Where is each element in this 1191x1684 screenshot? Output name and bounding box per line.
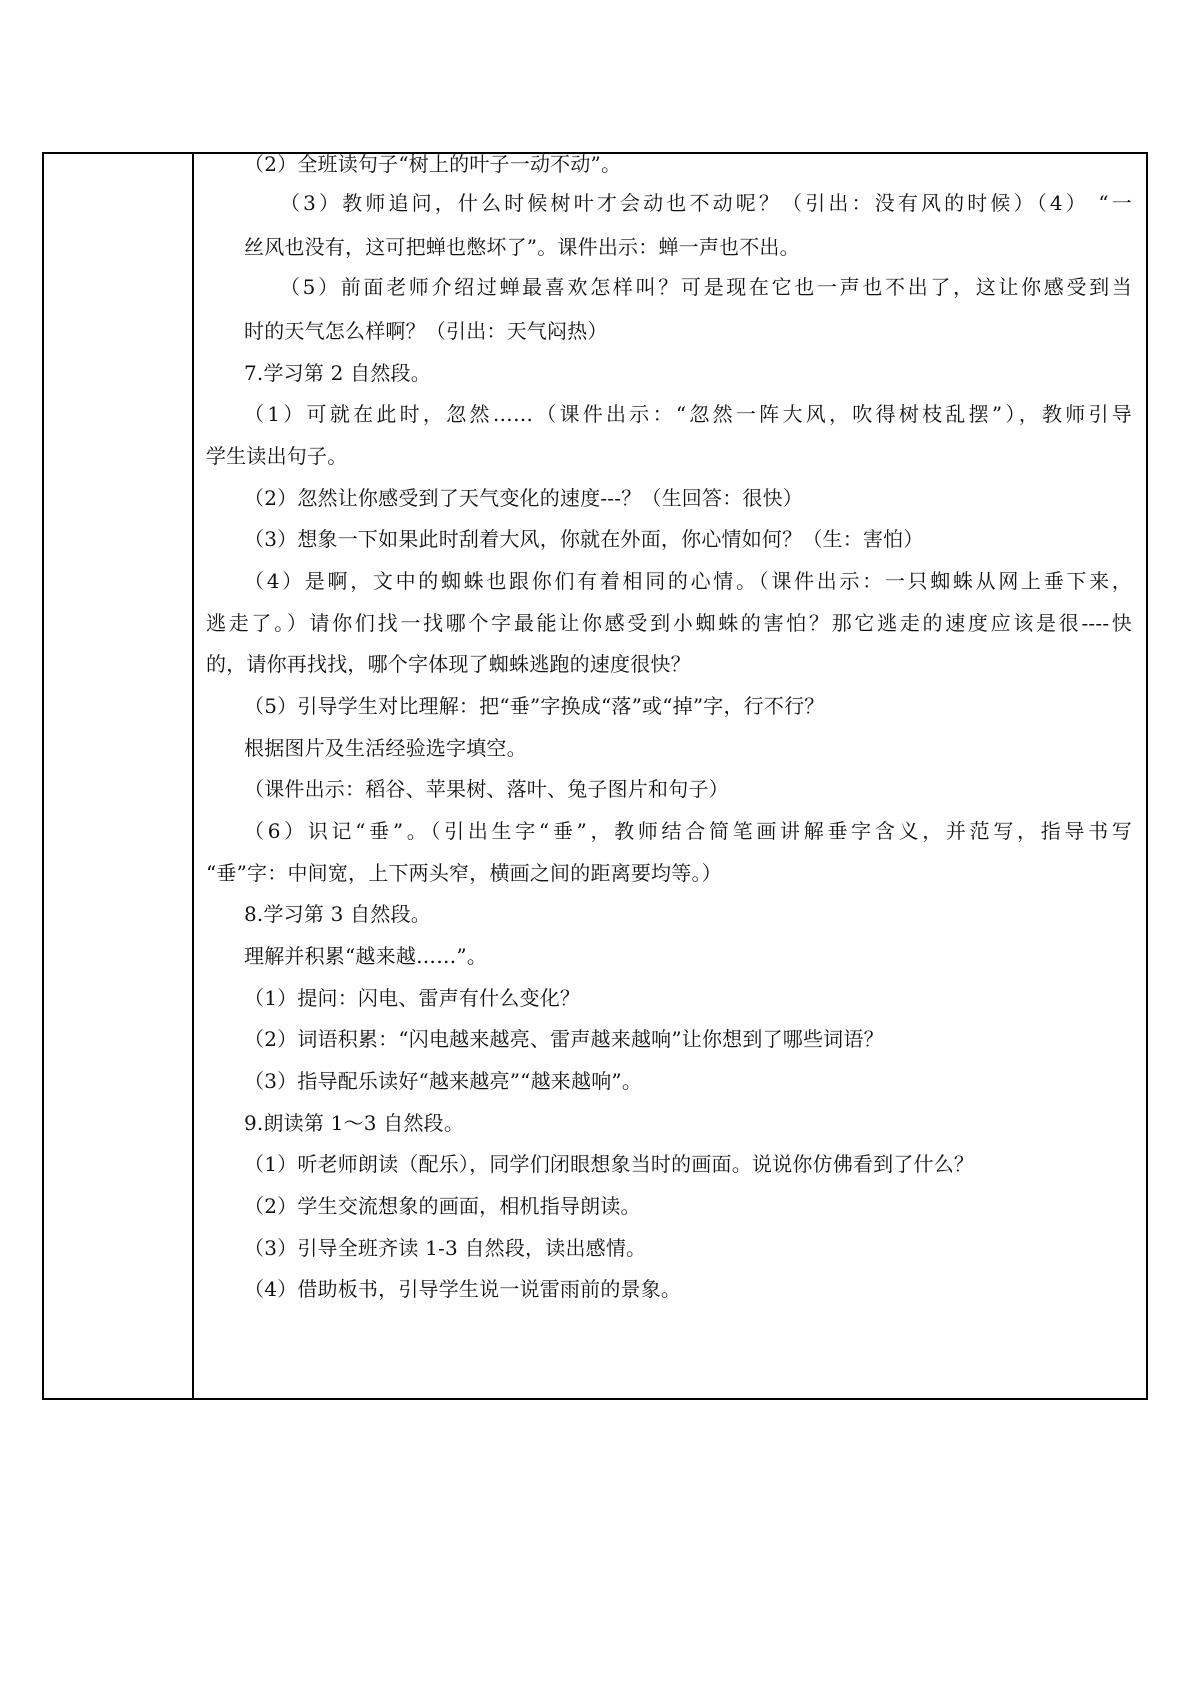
text-line: 丝风也没有，这可把蝉也憋坏了”。课件出示：蝉一声也不出。 [244,235,800,259]
text-line: （3）引导全班齐读 1-3 自然段，读出感情。 [244,1236,647,1260]
text-line: 7.学习第 2 自然段。 [244,361,431,385]
text-line: （2）词语积累：“闪电越来越亮、雷声越来越响”让你想到了哪些词语？ [244,1027,884,1051]
text-line: 的，请你再找找，哪个字体现了蜘蛛逃跑的速度很快？ [206,652,691,676]
lesson-table [42,152,1148,1400]
text-line: 学生读出句子。 [206,444,348,468]
left-column-cell [44,154,194,1398]
text-line: 逃走了。）请你们找一找哪个字最能让你感受到小蜘蛛的害怕？那它逃走的速度应该是很----快 [206,611,1132,635]
text-line: （1）可就在此时，忽然……（课件出示：“忽然一阵大风，吹得树枝乱摆”），教师引导 [244,402,1132,426]
content-cell [194,154,1146,1398]
text-line: （2）全班读句子“树上的叶子一动不动”。 [244,152,622,176]
text-line: 理解并积累“越来越……”。 [244,944,488,968]
text-line: 根据图片及生活经验选字填空。 [244,736,527,760]
text-line: （3）教师追问，什么时候树叶才会动也不动呢？（引出：没有风的时候）（4） “一 [280,191,1132,215]
text-line: 时的天气怎么样啊？（引出：天气闷热） [244,319,608,343]
text-line: （4）是啊，文中的蜘蛛也跟你们有着相同的心情。（课件出示：一只蜘蛛从网上垂下来， [244,569,1132,593]
text-line: 8.学习第 3 自然段。 [244,902,431,926]
text-line: 9.朗读第 1～3 自然段。 [244,1111,465,1135]
text-line: （3）想象一下如果此时刮着大风，你就在外面，你心情如何？（生：害怕） [244,527,924,551]
text-line: （2）忽然让你感受到了天气变化的速度---？（生回答：很快） [244,486,803,510]
text-line: （5）前面老师介绍过蝉最喜欢怎样叫？可是现在它也一声也不出了，这让你感受到当 [280,275,1132,299]
text-line: （课件出示：稻谷、苹果树、落叶、兔子图片和句子） [244,777,729,801]
text-line: （1）听老师朗读（配乐），同学们闭眼想象当时的画面。说说你仿佛看到了什么？ [244,1152,975,1176]
text-line: （2）学生交流想象的画面，相机指导朗读。 [244,1194,641,1218]
text-line: （3）指导配乐读好“越来越亮”“越来越响”。 [244,1069,643,1093]
text-line: “垂”字：中间宽，上下两头窄，横画之间的距离要均等。） [206,861,722,885]
text-line: （1）提问：闪电、雷声有什么变化？ [244,986,581,1010]
text-line: （4）借助板书，引导学生说一说雷雨前的景象。 [244,1277,682,1301]
text-line: （6）识记“垂”。（引出生字“垂”，教师结合简笔画讲解垂字含义，并范写，指导书写 [244,819,1132,843]
text-line: （5）引导学生对比理解：把“垂”字换成“落”或“掉”字，行不行？ [244,694,825,718]
